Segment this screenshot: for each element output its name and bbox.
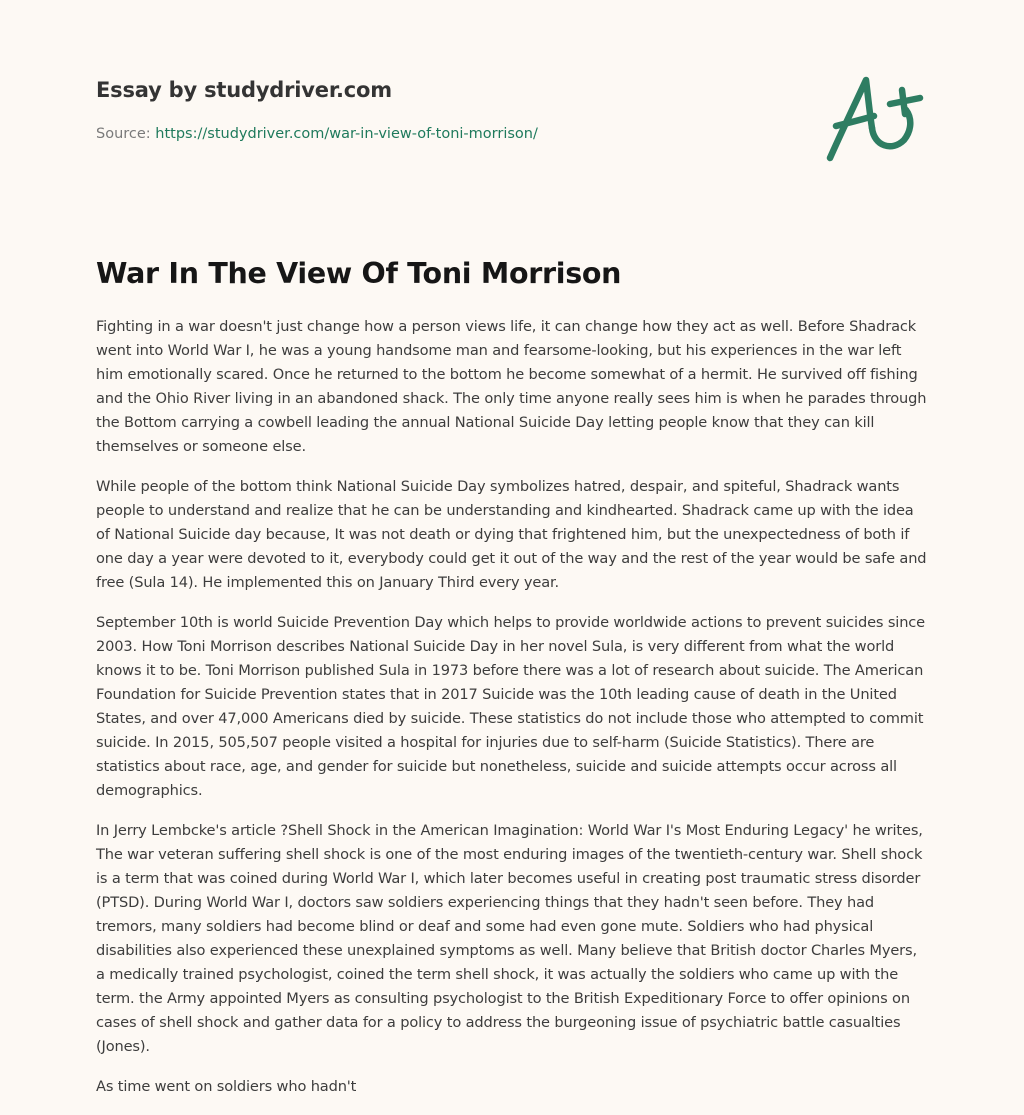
essay-paragraph: Fighting in a war doesn't just change how a person views life, it can change how they act as well. Before Shadrack went into World War I, he was a young handsome man and fearsome-looking, but his experiences in the war left him emotionally scared. Once he returned to the bottom he become somewhat of a hermit. He survived off fishing and the Ohio River living in an abandoned shack. The only time anyone really sees him is when he parades through the Bottom carrying a cowbell leading the annual National Suicide Day letting people know that they can kill themselves or someone else. bbox=[96, 318, 927, 455]
source-line bbox=[96, 124, 796, 144]
essay-paragraph: As time went on soldiers who hadn't bbox=[96, 1078, 357, 1095]
a-plus-grade-icon bbox=[820, 66, 930, 166]
source-link[interactable]: https://studydriver.com/war-in-view-of-toni-morrison/ bbox=[155, 126, 538, 142]
essay-title: War In The View Of Toni Morrison bbox=[96, 257, 622, 290]
source-label: Source: bbox=[96, 126, 156, 142]
page-header bbox=[96, 74, 796, 144]
brand-title: Essay by studydriver.com bbox=[96, 78, 392, 102]
essay-paragraph: In Jerry Lembcke's article ?Shell Shock in the American Imagination: World War I's Most Enduring Legacy' he writes, The war veteran suffering shell shock is one of the most enduring images of the twentieth-century war. Shell shock is a term that was coined during World War I, which later becomes useful in creating post traumatic stress disorder (PTSD). During World War I, doctors saw soldiers experiencing things that they hadn't seen before. They had tremors, many soldiers had become blind or deaf and some had even gone mute. Soldiers who had physical disabilities also experienced these unexplained symptoms as well. Many believe that British doctor Charles Myers, a medically trained psychologist, coined the term shell shock, it was actually the soldiers who came up with the term. the Army appointed Myers as consulting psychologist to the British Expeditionary Force to offer opinions on cases of shell shock and gather data for a policy to address the burgeoning issue of psychiatric battle casualties (Jones). bbox=[96, 822, 923, 1055]
essay-body bbox=[96, 315, 928, 1115]
essay-paragraph: September 10th is world Suicide Prevention Day which helps to provide worldwide actions to prevent suicides since 2003. How Toni Morrison describes National Suicide Day in her novel Sula, is very different from what the world knows it to be. Toni Morrison published Sula in 1973 before there was a lot of research about suicide. The American Foundation for Suicide Prevention states that in 2017 Suicide was the 10th leading cause of death in the United States, and over 47,000 Americans died by suicide. These statistics do not include those who attempted to commit suicide. In 2015, 505,507 people visited a hospital for injuries due to self-harm (Suicide Statistics). There are statistics about race, age, and gender for suicide but nonetheless, suicide and suicide attempts occur across all demographics. bbox=[96, 614, 926, 799]
essay-paragraph: While people of the bottom think National Suicide Day symbolizes hatred, despair, and spiteful, Shadrack wants people to understand and realize that he can be understanding and kindhearted. Shadrack came up with the idea of National Suicide day because, It was not death or dying that frightened him, but the unexpectedness of both if one day a year were devoted to it, everybody could get it out of the way and the rest of the year would be safe and free (Sula 14). He implemented this on January Third every year. bbox=[96, 478, 927, 591]
